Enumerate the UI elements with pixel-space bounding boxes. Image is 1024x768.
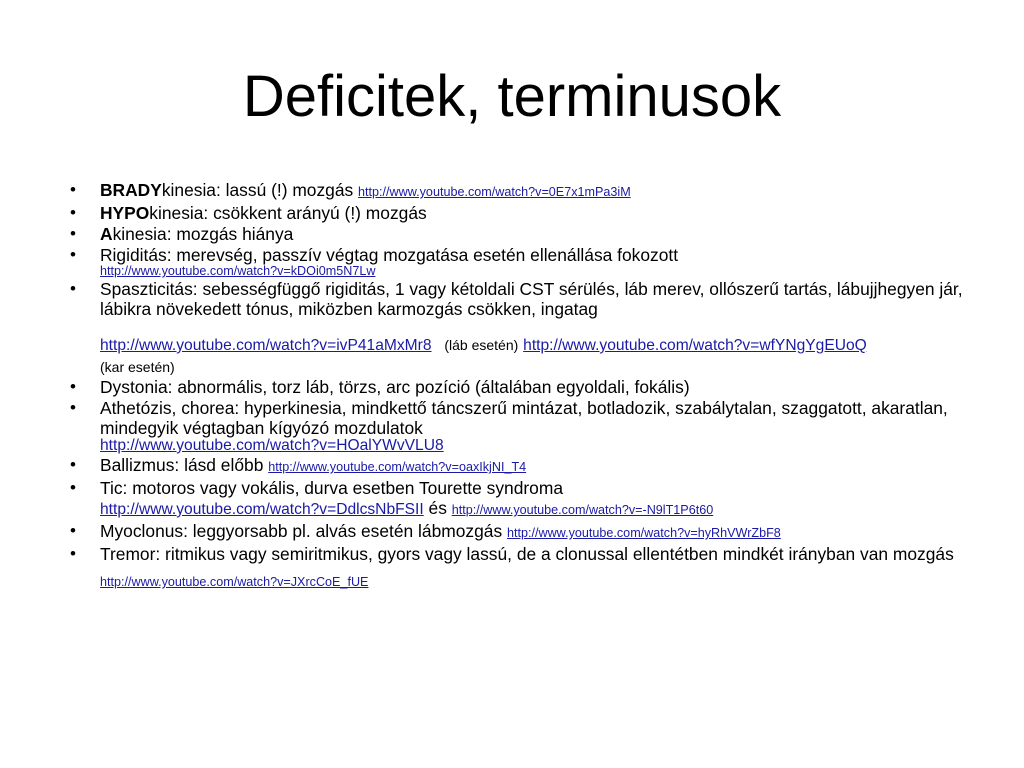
joiner-text: és xyxy=(423,498,452,518)
list-item-spaszticitas xyxy=(66,279,976,377)
list-item-dystonia xyxy=(66,377,976,397)
list-item-tremor xyxy=(66,544,976,592)
bullet-icon: • xyxy=(70,180,76,199)
item-text: kinesia: lassú (!) mozgás xyxy=(161,180,359,200)
youtube-link[interactable]: http://www.youtube.com/watch?v=hyRhVWrZbF8 xyxy=(506,526,781,540)
youtube-link[interactable]: http://www.youtube.com/watch?v=wfYNgYgEUoQ xyxy=(523,337,867,354)
note-text: (láb esetén) xyxy=(444,337,519,353)
bullet-icon: • xyxy=(70,544,76,563)
youtube-link[interactable]: http://www.youtube.com/watch?v=JXrcCoE_fUE xyxy=(100,575,369,589)
item-text: Rigiditás: merevség, passzív végtag mozgatása esetén ellenállása fokozott xyxy=(100,245,679,265)
list-item-athetozis xyxy=(66,398,976,454)
youtube-link[interactable]: http://www.youtube.com/watch?v=DdlcsNbFSII xyxy=(100,501,424,518)
youtube-link[interactable]: http://www.youtube.com/watch?v=kDOi0m5N7Lw xyxy=(100,264,376,278)
list-item-tic xyxy=(66,478,976,520)
bullet-icon: • xyxy=(70,455,76,474)
youtube-link[interactable]: http://www.youtube.com/watch?v=-N9lT1P6t60 xyxy=(451,503,714,517)
youtube-link[interactable]: http://www.youtube.com/watch?v=HOalYWvVLU8 xyxy=(100,437,444,454)
list-item-myoclonus xyxy=(66,521,976,543)
item-text: Tic: motoros vagy vokális, durva esetben Tourette syndroma xyxy=(100,478,563,498)
item-text: Dystonia: abnormális, torz láb, törzs, arc pozíció (általában egyoldali, fokális) xyxy=(100,377,690,397)
bullet-icon: • xyxy=(70,521,76,540)
bullet-list xyxy=(66,180,976,592)
item-text: Myoclonus: leggyorsabb pl. alvás esetén lábmozgás xyxy=(100,521,507,541)
bullet-icon: • xyxy=(70,398,76,417)
slide-title: Deficitek, terminusok xyxy=(242,64,782,129)
term-prefix: BRADY xyxy=(100,180,162,200)
item-text: kinesia: csökkent arányú (!) mozgás xyxy=(149,203,427,223)
youtube-link[interactable]: http://www.youtube.com/watch?v=ivP41aMxMr8 xyxy=(100,337,432,354)
note-text: (kar esetén) xyxy=(100,359,175,375)
bullet-icon: • xyxy=(70,377,76,396)
bullet-icon: • xyxy=(70,478,76,497)
term-prefix: A xyxy=(100,224,113,244)
item-text: Ballizmus: lásd előbb xyxy=(100,455,269,475)
bullet-icon: • xyxy=(70,224,76,243)
item-text: Athetózis, chorea: hyperkinesia, mindkettő táncszerű mintázat, botladozik, szabálytalan, szaggatott, akaratlan, mindegyik végtagban kígyózó mozdulatok xyxy=(100,398,948,438)
list-item-akinesia xyxy=(66,224,976,244)
bullet-icon: • xyxy=(70,279,76,298)
list-item-ballizmus xyxy=(66,455,976,477)
term-prefix: HYPO xyxy=(100,203,150,223)
youtube-link[interactable]: http://www.youtube.com/watch?v=0E7x1mPa3iM xyxy=(358,185,631,199)
list-item-rigiditas xyxy=(66,245,976,278)
bullet-icon: • xyxy=(70,203,76,222)
item-text: Tremor: ritmikus vagy semiritmikus, gyors vagy lassú, de a clonussal ellentétben mindkét irányban van mozgás xyxy=(100,544,954,564)
list-item-hypokinesia xyxy=(66,203,976,223)
youtube-link[interactable]: http://www.youtube.com/watch?v=oaxIkjNI_T4 xyxy=(268,460,527,474)
bullet-icon: • xyxy=(70,245,76,264)
item-text: kinesia: mozgás hiánya xyxy=(112,224,294,244)
item-text: Spaszticitás: sebességfüggő rigiditás, 1 vagy kétoldali CST sérülés, láb merev, ollószerű tartás, lábujjhegyen jár, lábikra növekedett tónus, miközben karmozgás csökken, ingatag xyxy=(100,279,963,319)
list-item-bradykinesia xyxy=(66,180,976,202)
